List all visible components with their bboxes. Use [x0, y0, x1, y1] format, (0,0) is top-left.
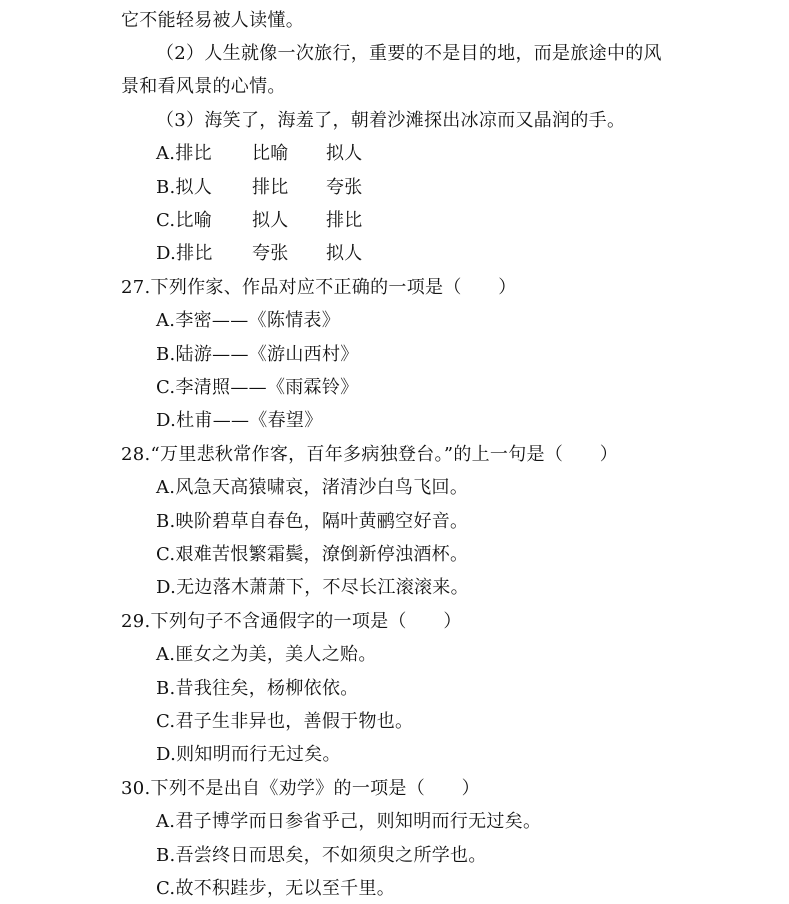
q27-option-c: C.李清照——《雨霖铃》: [156, 377, 359, 398]
q29-option-b: B.昔我往矣，杨柳依依。: [156, 678, 359, 699]
q30-option-a: A.君子博学而日参省乎己，则知明而行无过矣。: [156, 811, 542, 832]
q27-option-b: B.陆游——《游山西村》: [156, 344, 359, 365]
question-28-stem: 28.“万里悲秋常作客，百年多病独登台。”的上一句是（ ）: [121, 444, 619, 465]
q30-option-b: B.吾尝终日而思矣，不如须臾之所学也。: [156, 845, 487, 866]
q29-option-d: D.则知明而行无过矣。: [156, 744, 341, 765]
q30-option-c: C.故不积跬步，无以至千里。: [156, 878, 396, 899]
q28-option-b: B.映阶碧草自春色，隔叶黄鹂空好音。: [156, 511, 469, 532]
q29-option-c: C.君子生非异也，善假于物也。: [156, 711, 414, 732]
q28-option-c: C.艰难苦恨繁霜鬓，潦倒新停浊酒杯。: [156, 544, 469, 565]
question-27-stem: 27.下列作家、作品对应不正确的一项是（ ）: [121, 277, 517, 298]
q29-option-a: A.匪女之为美，美人之贻。: [156, 644, 377, 665]
q27-option-d: D.杜甫——《春望》: [156, 410, 323, 431]
q26-option-a: A.排比 比喻 拟人: [156, 143, 363, 164]
q28-option-d: D.无边落木萧萧下，不尽长江滚滚来。: [156, 577, 469, 598]
q27-option-a: A.李密——《陈情表》: [156, 310, 341, 331]
text-line: （3）海笑了，海羞了，朝着沙滩探出冰凉而又晶润的手。: [156, 110, 626, 131]
text-line: （2）人生就像一次旅行，重要的不是目的地，而是旅途中的风: [156, 43, 662, 64]
text-line: 景和看风景的心情。: [121, 76, 286, 97]
text-line: 它不能轻易被人读懂。: [121, 10, 304, 31]
question-30-stem: 30.下列不是出自《劝学》的一项是（ ）: [121, 778, 480, 799]
question-29-stem: 29.下列句子不含通假字的一项是（ ）: [121, 611, 462, 632]
q26-option-d: D.排比 夸张 拟人: [156, 243, 363, 264]
q26-option-b: B.拟人 排比 夸张: [156, 177, 363, 198]
q28-option-a: A.风急天高猿啸哀，渚清沙白鸟飞回。: [156, 477, 469, 498]
q26-option-c: C.比喻 拟人 排比: [156, 210, 363, 231]
